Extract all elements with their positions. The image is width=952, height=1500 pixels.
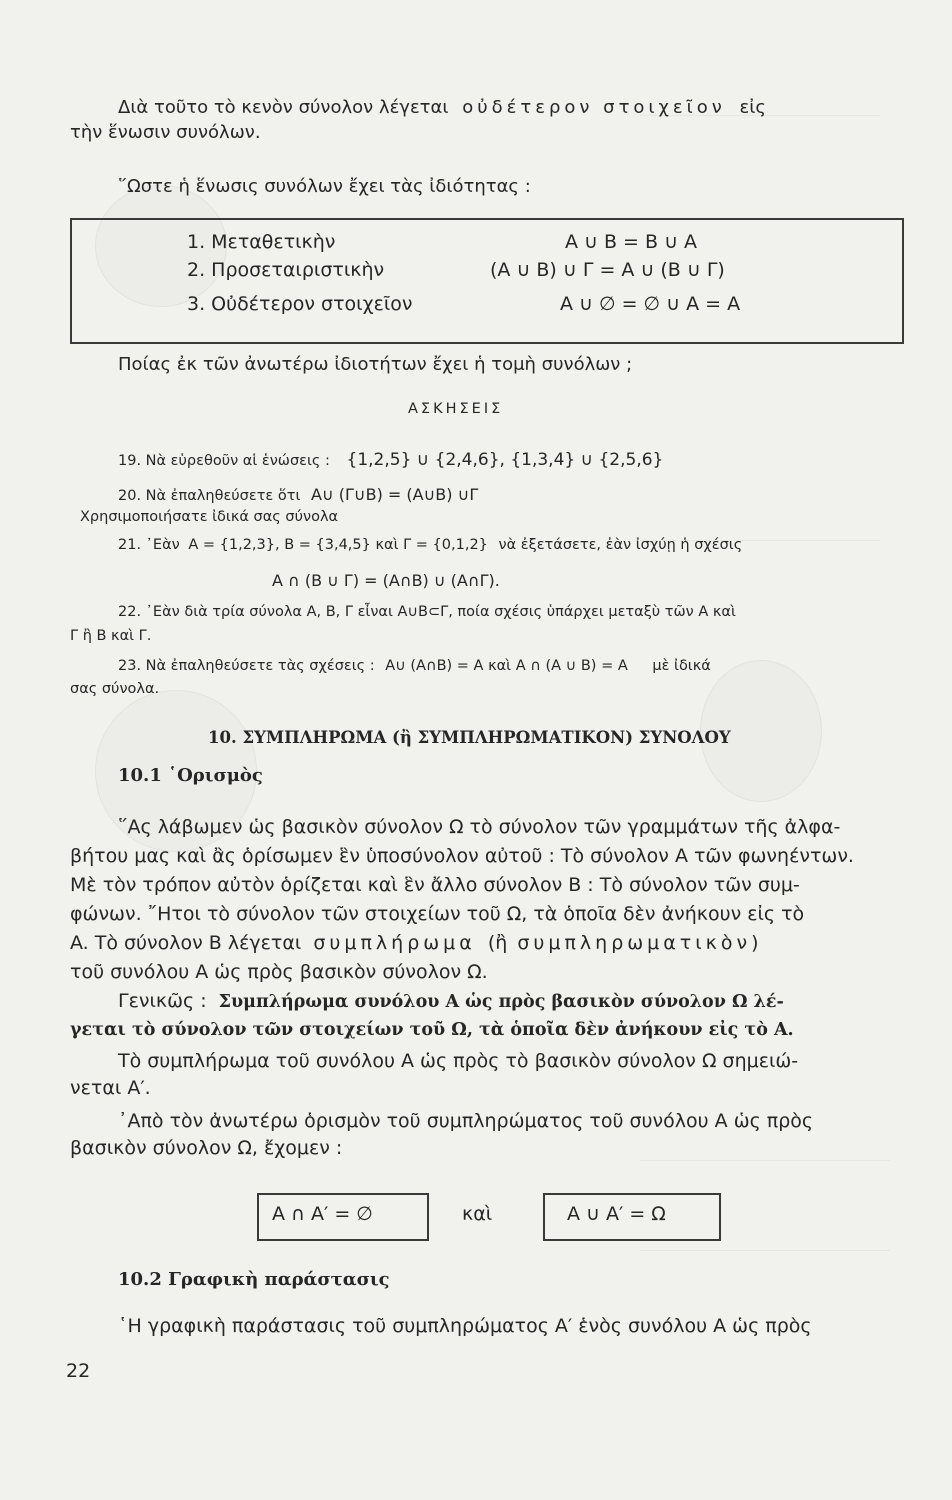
exercise-20 (118, 485, 478, 504)
term-complement: συμπλήρωμα (313, 932, 476, 954)
formula-intersection: A ∩ A′ = ∅ (272, 1203, 373, 1225)
property-1-name: 1. Μεταθετικὴν (187, 231, 336, 253)
intro-text: Διὰ τοῦτο τὸ κενὸν σύνολον λέγεται (118, 97, 449, 118)
paragraph-1-line-5-text: A. Τὸ σύνολον B λέγεται (70, 932, 302, 954)
section-10-title: 10. ΣΥΜΠΛΗΡΩΜΑ (ἢ ΣΥΜΠΛΗΡΩΜΑΤΙΚΟΝ) ΣΥΝΟΛΟΥ (208, 728, 731, 747)
paragraph-1-line-2: βήτου μας καὶ ἂς ὁρίσωμεν ἓν ὑποσύνολον αὐτοῦ : Τὸ σύνολον A τῶν φωνηέντων. (70, 845, 854, 867)
exercise-21-formula: A ∩ (B ∪ Γ) = (A∩B) ∪ (A∩Γ). (272, 571, 500, 590)
exercise-22-line-1: 22. ᾿Εὰν διὰ τρία σύνολα A, B, Γ εἶναι A∪B⊂Γ, ποία σχέσις ὑπάρχει μεταξὺ τῶν A καὶ (118, 604, 736, 620)
exercise-20-text: 20. Νὰ ἐπαληθεύσετε ὅτι (118, 488, 301, 504)
section-10-1-heading: 10.1 ῾Ορισμὸς (118, 765, 263, 786)
exercise-23-text: 23. Νὰ ἐπαληθεύσετε τὰς σχέσεις : (118, 658, 375, 674)
property-2-name: 2. Προσεταιριστικὴν (187, 259, 385, 281)
exercise-22-line-2: Γ ἢ B καὶ Γ. (70, 628, 152, 644)
definition-label: Γενικῶς : (118, 990, 207, 1012)
paragraph-4-line-2: βασικὸν σύνολον Ω, ἔχομεν : (70, 1137, 343, 1159)
intro-text-end: εἰς (739, 97, 766, 118)
intro-emphasis: οὐδέτερον στοιχεῖον (462, 97, 726, 118)
intro-line-1 (118, 97, 766, 118)
paragraph-1-line-5 (70, 932, 763, 954)
intro-line-3: ῞Ωστε ἡ ἕνωσις συνόλων ἔχει τὰς ἰδιότητας : (118, 176, 531, 197)
property-3-name: 3. Οὐδέτερον στοιχεῖον (187, 293, 413, 315)
paragraph-3-line-2: νεται A′. (70, 1077, 151, 1099)
exercise-19 (118, 450, 663, 470)
property-3-formula: A ∪ ∅ = ∅ ∪ A = A (560, 293, 741, 315)
question-text: Ποίας ἐκ τῶν ἀνωτέρω ἰδιοτήτων ἔχει ἡ τομὴ συνόλων ; (118, 354, 633, 375)
exercise-19-sets: {1,2,5} ∪ {2,4,6}, {1,3,4} ∪ {2,5,6} (346, 450, 664, 470)
property-1-formula: A ∪ B = B ∪ A (565, 231, 698, 253)
bleed-through-line (640, 1160, 890, 1161)
definition-line-2: γεται τὸ σύνολον τῶν στοιχείων τοῦ Ω, τὰ ὁποῖα δὲν ἀνήκουν εἰς τὸ A. (70, 1020, 794, 1040)
definition-line-1 (118, 990, 784, 1012)
property-2-formula: (A ∪ B) ∪ Γ = A ∪ (B ∪ Γ) (490, 259, 725, 281)
exercise-23-formula: A∪ (A∩B) = A καὶ A ∩ (A ∪ B) = A (385, 658, 628, 674)
exercises-heading: ΑΣΚΗΣΕΙΣ (408, 401, 504, 417)
paragraph-1-paren: (ἢ (487, 932, 508, 954)
exercise-20-formula: A∪ (Γ∪B) = (A∪B) ∪Γ (311, 485, 479, 504)
paragraph-4-line-1: ᾿Απὸ τὸν ἀνωτέρω ὁρισμὸν τοῦ συμπληρώματος τοῦ συνόλου A ὡς πρὸς (118, 1110, 814, 1132)
definition-text: Συμπλήρωμα συνόλου A ὡς πρὸς βασικὸν σύνολον Ω λέ- (218, 992, 784, 1012)
exercise-20-note: Χρησιμοποιήσατε ἰδικά σας σύνολα (80, 509, 339, 525)
bleed-through-line (640, 1250, 890, 1251)
exercise-21-text: 21. ᾿Εὰν (118, 537, 180, 553)
paragraph-1-line-1: ῞Ας λάβωμεν ὡς βασικὸν σύνολον Ω τὸ σύνολον τῶν γραμμάτων τῆς ἀλφα- (118, 816, 841, 838)
formula-conjunction: καὶ (462, 1203, 493, 1225)
exercise-21 (118, 537, 742, 553)
exercise-19-text: 19. Νὰ εὑρεθοῦν αἱ ἑνώσεις : (118, 453, 330, 469)
exercise-23-line-2: σας σύνολα. (70, 681, 160, 697)
intro-line-2: τὴν ἕνωσιν συνόλων. (70, 122, 261, 143)
exercise-21-question: νὰ ἐξετάσετε, ἐὰν ἰσχύῃ ἡ σχέσις (498, 537, 743, 553)
paragraph-1-line-4: φώνων. ῎Ητοι τὸ σύνολον τῶν στοιχείων τοῦ Ω, τὰ ὁποῖα δὲν ἀνήκουν εἰς τὸ (70, 903, 805, 925)
page-number: 22 (66, 1360, 91, 1382)
exercise-23-end: μὲ ἰδικά (652, 658, 711, 674)
section-10-2-heading: 10.2 Γραφικὴ παράστασις (118, 1269, 390, 1290)
paragraph-3-line-1: Τὸ συμπλήρωμα τοῦ συνόλου A ὡς πρὸς τὸ βασικὸν σύνολον Ω σημειώ- (118, 1050, 799, 1072)
exercise-23 (118, 658, 711, 674)
paragraph-1-line-3: Μὲ τὸν τρόπον αὐτὸν ὁρίζεται καὶ ἓν ἄλλο σύνολον B : Τὸ σύνολον τῶν συμ- (70, 874, 800, 896)
exercise-21-sets: A = {1,2,3}, B = {3,4,5} καὶ Γ = {0,1,2} (188, 537, 488, 553)
paragraph-5: ῾Η γραφικὴ παράστασις τοῦ συμπληρώματος A′ ἑνὸς συνόλου A ὡς πρὸς (118, 1315, 812, 1337)
paragraph-1-line-6: τοῦ συνόλου A ὡς πρὸς βασικὸν σύνολον Ω. (70, 961, 488, 983)
term-complementary: συμπληρωματικὸν) (517, 932, 763, 954)
formula-union: A ∪ A′ = Ω (567, 1203, 666, 1225)
